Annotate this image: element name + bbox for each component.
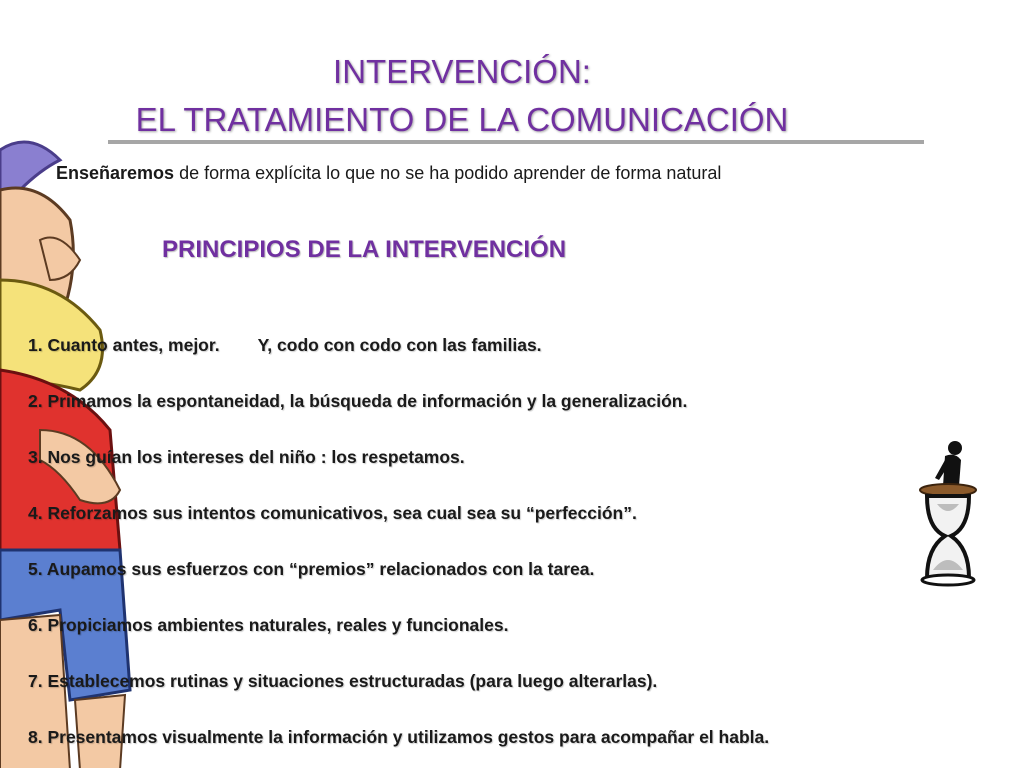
principles-list [28,332,769,768]
principle-item: 6. Propiciamos ambientes naturales, reales y funcionales. [28,615,509,635]
principle-item: 8. Presentamos visualmente la información y utilizamos gestos para acompañar el habla. [28,727,770,747]
slide-title-line-1: INTERVENCIÓN: [333,53,591,90]
principle-item: 5. Aupamos sus esfuerzos con “premios” relacionados con la tarea. [28,559,595,579]
principle-extra: Y, codo con codo con las familias. [257,335,542,355]
principle-item: 1. Cuanto antes, mejor. Y, codo con codo con las familias. [28,335,542,355]
intro-bold-word: Enseñaremos [56,163,175,183]
person-on-hourglass-icon [915,438,981,588]
intro-text [56,160,721,186]
slide-title-line-2: EL TRATAMIENTO DE LA COMUNICACIÓN [135,101,789,138]
principle-item: 7. Establecemos rutinas y situaciones estructuradas (para luego alterarlas). [28,671,658,691]
section-subtitle: PRINCIPIOS DE LA INTERVENCIÓN [162,236,567,263]
intro-rest: de forma explícita lo que no se ha podido aprender de forma natural [174,163,722,183]
principle-item: 3. Nos guían los intereses del niño : los respetamos. [28,447,465,467]
title-underline [108,140,924,144]
principle-item: 4. Reforzamos sus intentos comunicativos, sea cual sea su “perfección”. [28,503,637,523]
principle-item: 2. Primamos la espontaneidad, la búsqueda de información y la generalización. [28,391,688,411]
